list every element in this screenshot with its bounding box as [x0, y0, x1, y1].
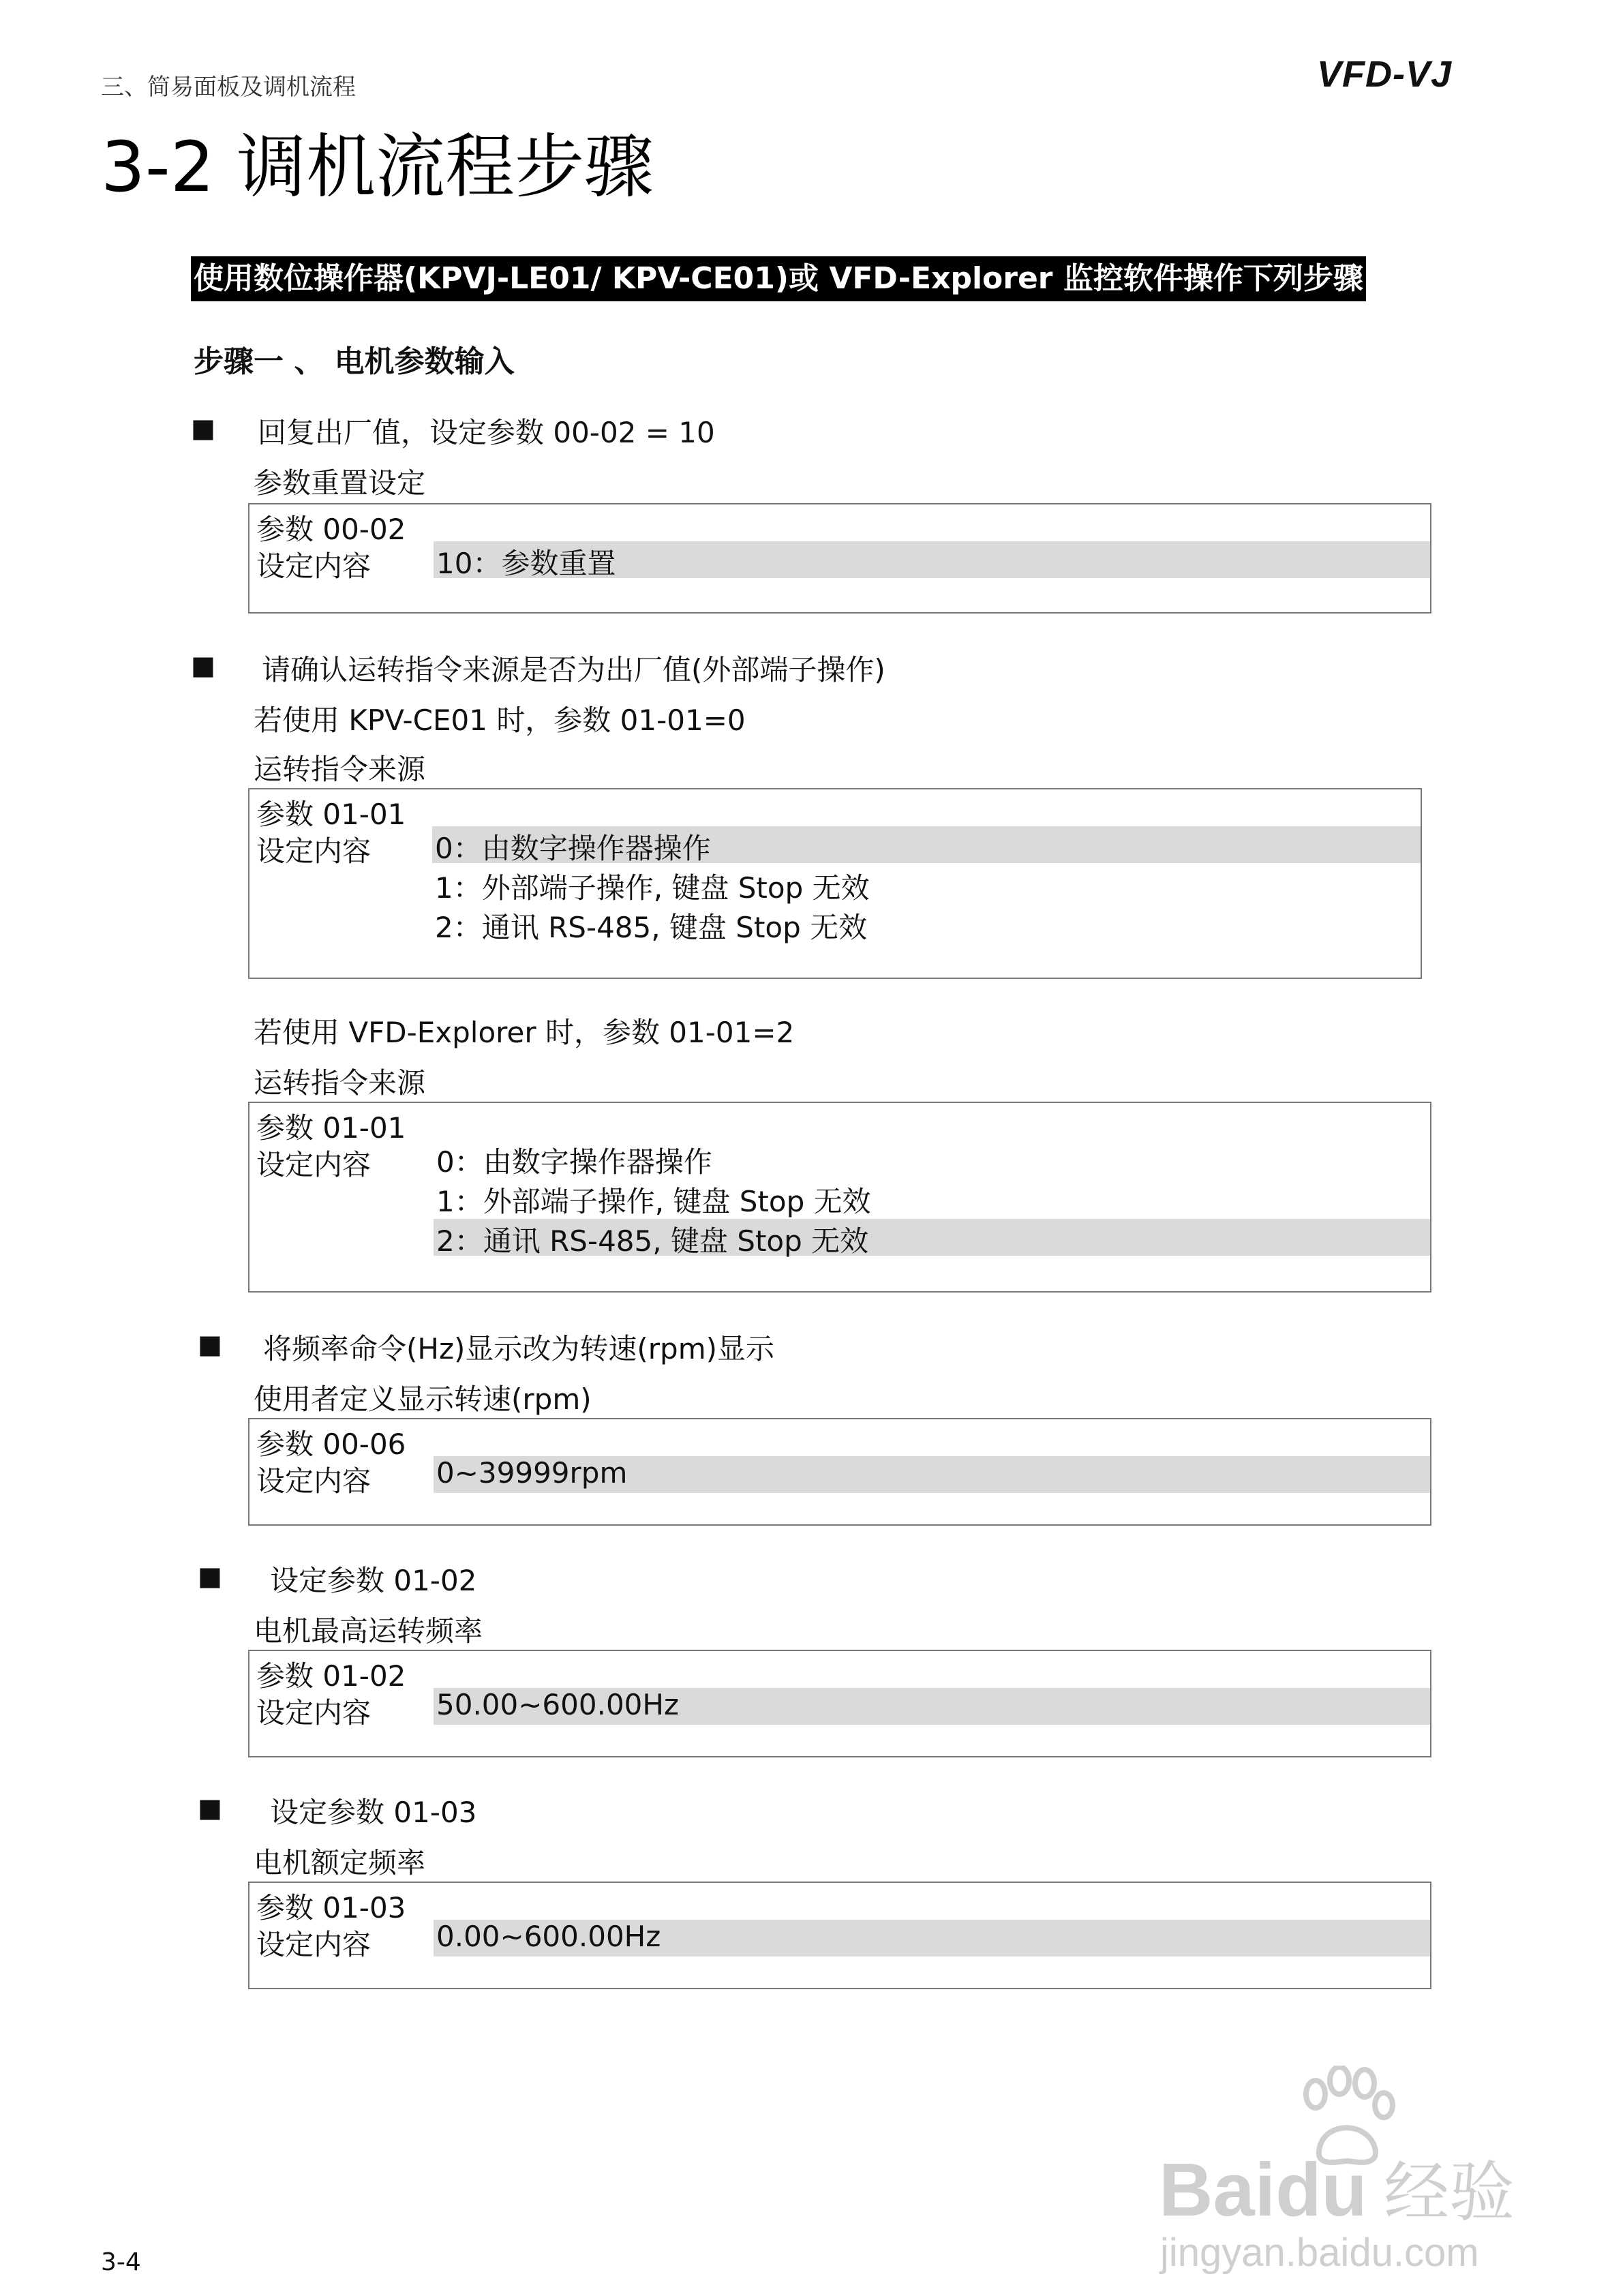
watermark-brand: Bai: [1159, 2148, 1276, 2232]
param-table-01-01-kpv: [248, 788, 1422, 979]
step-heading: 步骤一 、 电机参数输入: [194, 344, 515, 379]
param-subtitle: 使用者定义显示转速(rpm): [254, 1383, 592, 1416]
param-id: 参数 00-06: [256, 1428, 406, 1461]
param-table-01-01-explorer: [248, 1102, 1431, 1293]
watermark-url: jingyan.baidu.com: [1160, 2231, 1479, 2275]
param-subtitle: 参数重置设定: [254, 466, 426, 500]
param-table-00-06: [248, 1418, 1431, 1526]
watermark-brand-du: du: [1275, 2148, 1367, 2232]
option-value: 0：由数字操作器操作: [436, 1145, 712, 1179]
option-value: 1：外部端子操作, 键盘 Stop 无效: [436, 1185, 871, 1218]
param-id: 参数 01-03: [256, 1891, 406, 1924]
param-id: 参数 01-01: [256, 798, 406, 831]
option-value: 0.00~600.00Hz: [436, 1920, 661, 1953]
setting-label: 设定内容: [256, 1696, 371, 1729]
vfd-vj-logo: VFD-VJ: [1317, 54, 1453, 95]
option-value: 50.00~600.00Hz: [436, 1688, 680, 1721]
bullet-text-01-02: 设定参数 01-02: [270, 1564, 477, 1597]
setting-label: 设定内容: [256, 1148, 371, 1181]
page-number: 3-4: [101, 2248, 141, 2276]
baidu-jingyan-watermark: [1159, 2066, 1541, 2275]
param-id: 参数 00-02: [256, 513, 406, 546]
option-value: 0~39999rpm: [436, 1456, 628, 1490]
bullet-icon: ■: [198, 1793, 222, 1823]
watermark-cn: 经验: [1384, 2154, 1515, 2231]
bullet-text-source: 请确认运转指令来源是否为出厂值(外部端子操作): [262, 653, 885, 686]
bullet-icon: ■: [198, 1561, 222, 1591]
bullet-text-rpm: 将频率命令(Hz)显示改为转速(rpm)显示: [263, 1332, 775, 1365]
bullet-icon: ■: [198, 1329, 222, 1359]
option-value: 2：通讯 RS-485, 键盘 Stop 无效: [435, 911, 868, 944]
option-value: 10：参数重置: [436, 547, 616, 580]
bullet-text-reset: 回复出厂值，设定参数 00-02 = 10: [258, 416, 715, 449]
page-title: 3-2 调机流程步骤: [101, 127, 654, 208]
setting-label: 设定内容: [256, 549, 371, 583]
setting-label: 设定内容: [256, 1928, 371, 1961]
param-table-01-03: [248, 1882, 1431, 1989]
note-kpv: 若使用 KPV-CE01 时，参数 01-01=0: [254, 704, 746, 737]
param-subtitle: 运转指令来源: [254, 1066, 426, 1100]
option-value: 2：通讯 RS-485, 键盘 Stop 无效: [436, 1224, 869, 1258]
setting-label: 设定内容: [256, 1464, 371, 1498]
param-subtitle: 电机额定频率: [254, 1846, 426, 1879]
param-table-00-02: [248, 503, 1431, 614]
param-id: 参数 01-02: [256, 1659, 406, 1693]
param-subtitle: 电机最高运转频率: [254, 1614, 483, 1648]
bullet-icon: ■: [191, 413, 215, 443]
param-subtitle: 运转指令来源: [254, 753, 426, 786]
bullet-text-01-03: 设定参数 01-03: [270, 1796, 477, 1829]
note-vfd-explorer: 若使用 VFD-Explorer 时，参数 01-01=2: [254, 1016, 795, 1049]
param-id: 参数 01-01: [256, 1111, 406, 1145]
instruction-banner: 使用数位操作器(KPVJ-LE01/ KPV-CE01)或 VFD-Explorer 监控软件操作下列步骤: [191, 256, 1366, 301]
option-value: 0：由数字操作器操作: [435, 832, 711, 865]
setting-label: 设定内容: [256, 834, 371, 868]
param-table-01-02: [248, 1650, 1431, 1757]
running-header: 三、简易面板及调机流程: [101, 74, 356, 101]
bullet-icon: ■: [191, 650, 215, 680]
option-value: 1：外部端子操作, 键盘 Stop 无效: [435, 871, 870, 905]
